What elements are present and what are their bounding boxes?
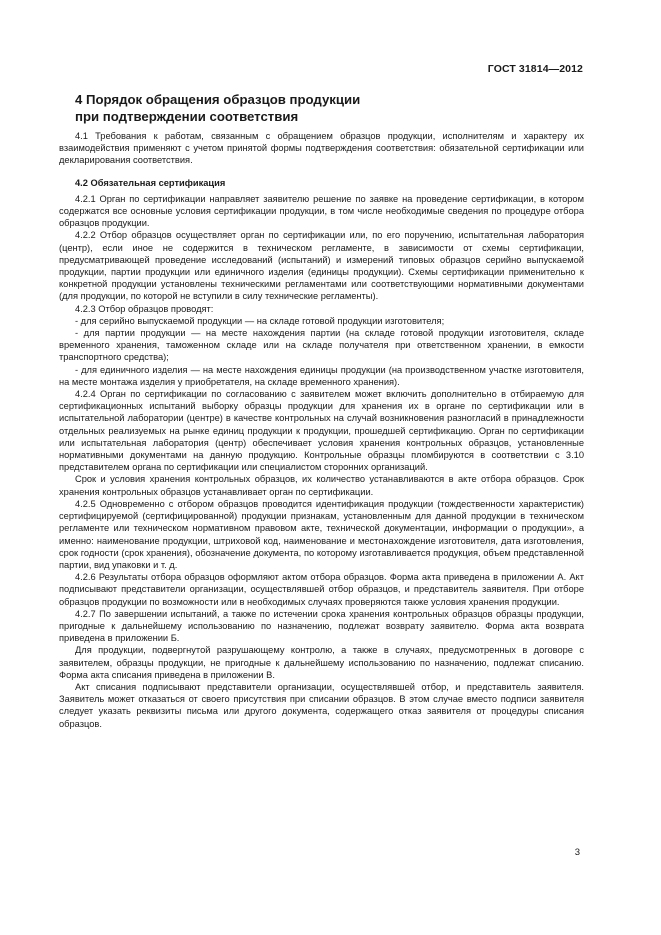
paragraph-4-2-2: 4.2.2 Отбор образцов осуществляет орган по сертификации или, по его поручению, испытательная лаборатория (центр), если иное не содержится в техническом регламенте, в зависимости от схемы сертификации, предусматривающей проведение исследований (испытаний) и измерений типовых образцов серийно выпускаемой продукции, партии продукции или единичного изделия (единицы продукции). Схемы сертификации применительно к конкретной продукции установлены техническими регламентами или соответствующими нормативными документами (для продукции, по которой не вступили в силу технические регламенты). [59,230,584,302]
paragraph-4-2-7: 4.2.7 По завершении испытаний, а также по истечении срока хранения контрольных образцов образцы продукции, пригодные к дальнейшему использованию по назначению, подлежат возврату заявителю. Форма акта возврата приведена в приложении Б. [59,608,584,644]
paragraph-4-2-7-signatures: Акт списания подписывают представители организации, осуществлявшей отбор, и представитель заявителя. Заявитель может отказаться от своего присутствия при списании образцов. В этом случае вместо подписи заявителя следует указать реквизиты письма или другого документа, содержащего отказ заявителя от процедуры списания образцов. [59,681,584,729]
list-item: - для единичного изделия — на месте нахождения единицы продукции (на производственном участке изготовителя, на месте монтажа изделия у приобретателя, на складе временного хранения). [59,364,584,387]
body-text [59,130,584,730]
standard-code: ГОСТ 31814—2012 [487,63,583,75]
paragraph-4-2-5: 4.2.5 Одновременно с отбором образцов проводится идентификация продукции (тождественности характеристик) сертифицируемой (сертифицированной) продукции признакам, установленным для данной продукции в техническом регламенте или техническом нормативном правовом акте, технической документации, информации о продукции», а именно: наименование продукции, штриховой код, наименование и местонахождение изготовителя, дата изготовления, срок годности (срок хранения), обозначение документа, по которому изготавливается продукция, объем представленной партии, вид упаковки и т. д. [59,498,584,570]
paragraph-4-2-3: 4.2.3 Отбор образцов проводят: [75,303,214,314]
paragraph-4-2-7-continued: Для продукции, подвергнутой разрушающему контролю, а также в случаях, предусмотренных в договоре с заявителем, образцы продукции, не пригодные к дальнейшему использованию по назначению, подлежат списанию. Форма акта списания приведена в приложении В. [59,645,584,680]
list-item: - для серийно выпускаемой продукции — на складе готовой продукции изготовителя; [75,315,445,326]
paragraph-4-2-4: 4.2.4 Орган по сертификации по согласованию с заявителем может включить дополнительно в отбираемую для сертификационных испытаний выборку образцы продукции для хранения их в органе по сертификации или в испытательной лаборатории (центре) в качестве контрольных на случай возникновения разногласий в принадлежности отдельных реализуемых на рынке единиц продукции к продукции, прошедшей сертификацию. Орган по сертификации или испытательная лаборатория (центр) обеспечивает условия хранения контрольных образцов, установленные нормативными документами на данную продукцию. Контрольные образцы пломбируются в соответствии с 3.10 представителем органа по сертификации или специалистом сторонних организаций. [59,389,584,473]
paragraph-4-2-4-continued: Срок и условия хранения контрольных образцов, их количество устанавливаются в акте отбора образцов. Срок хранения контрольных образцов устанавливает орган по сертификации. [59,474,584,497]
section-title [75,91,495,125]
paragraph-4-1: 4.1 Требования к работам, связанным с обращением образцов продукции, исполнителям и характеру их взаимодействия применяют с учетом принятой формы подтверждения соответствия: обязательной сертификации или декларирования соответствия. [59,131,584,166]
section-title-line-2: при подтверждении соответствия [75,109,299,124]
paragraph-4-2-6: 4.2.6 Результаты отбора образцов оформляют актом отбора образцов. Форма акта приведена в приложении А. Акт подписывают представители организации, осуществлявшей отбор образцов, и представитель заявителя. При отборе образцов продукции по возможности или в необходимых случаях проверяются также условия хранения продукции. [59,572,584,607]
subsection-heading-4-2: 4.2 Обязательная сертификация [75,177,226,188]
paragraph-4-2-1: 4.2.1 Орган по сертификации направляет заявителю решение по заявке на проведение сертификации, в котором содержатся все основные условия сертификации продукции, в том числе необходимые сведения по процедуре отбора образцов продукции. [59,193,584,229]
list-item: - для партии продукции — на месте нахождения партии (на складе готовой продукции изготовителя, складе временного хранения, таможенном складе или на складе получателя при ответственном хранении, в емкости транспортного средства); [59,328,584,363]
section-title-line-1: 4 Порядок обращения образцов продукции [75,92,361,107]
page-number: 3 [574,847,580,858]
